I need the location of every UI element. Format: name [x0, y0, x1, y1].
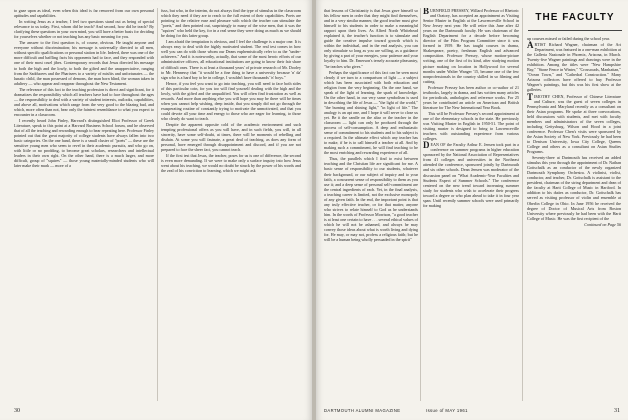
right-page	[316, 0, 628, 420]
article-paragraph: up courses missed or failed during the school year.	[527, 36, 610, 41]
left-page-column-2	[161, 8, 301, 401]
article-paragraph: Professor Pressey has been author or co-author of 21 textbooks, largely in drama, and has written many articles for periodicals, anthologies and reference works. For 25 years he contributed an article on American and British literature for The New International Year Book.	[423, 84, 519, 110]
article-paragraph: ARTIST Richard Wagner, chairman of the Art Department, was featured in a one-man exhibition at the Galleria Nazionale in Phoenix, Arizona, in March. Twenty-five Wagner paintings and drawings were in the exhibition. Among the titles were "New Hampshire Bay," "Stone Fence in Winter," "Crossroads, Manhattan," "Ocean Town," and "Cathedral Construction." Many Arizona collectors have offered to buy Professor Wagner's paintings, but this was his first show at the galleries.	[527, 40, 621, 93]
article-paragraph: BURNFIELD PRESSEY, Willard Professor of Rhetoric and Oratory, has accepted an appointment as Visiting Senior Master in English at the Lawrenceville School in New Jersey next year. He will retire this June after 42 years on the Dartmouth faculty. He was chairman of the English Department for a decade before becoming director of the Film Program Committee since it was formed in 1959. He has taught courses in drama, Shakespeare, poetry, freshman English and advanced composition. Professor Pressey, whose motion-picture writing, one of the first of its kind, after studying motion picture making on location in Hollywood for several months under Walter Wanger '15, became one of the few nonprofessionals in the country skilled in so filming and cutting.	[423, 8, 519, 84]
article-paragraph: Hence, if you feel you want to go into teaching, you will need to face both sides of this particular coin, for you too will find yourself dealing with the high and the lowly, with the gifted and the unqualified. You will often find frustration as well as rewards. And more than anything else you will hope you may be there will be times when you cannot help wishing, deep inside, that you simply did not go through the exasperating routine of constantly trying to motivate the unmotivated, and that you could devote all your time and energy to those who are eager for learning, to those who clearly do want to teach.	[161, 80, 301, 121]
continued-note: Continued on Page 56	[584, 221, 621, 227]
article-paragraph: to gaze upon as ideal, even when this ideal is far removed from our own personal aptitudes and capabilities.	[14, 8, 154, 19]
article-paragraph: Despite the apparent opposite cold of the academic environment and such tempting professional offers as you will have, and in such fields, you will, in all sincerity, have some self-doubt, at times, there will be moments of rebelling and disdain. At some you will fastnate, a great deal of teaching, as does any form of personal, have emerged through disappointment and discord, and if you are not prepared to face the sheer fact, you cannot teach.	[161, 122, 301, 153]
running-head-magazine: DARTMOUTH ALUMNI MAGAZINE	[324, 408, 401, 413]
article-paragraph: DEAN OF the Faculty Arthur E. Jensen took part in a conference on summer programs in higher education sponsored by the National Association of Representatives from 41 colleges and universities in the Northeast attended the conference, sponsored jointly by Dartmouth and six other schools. Dean Jensen was moderator of the discussion panel on "What Academic-Year Faculties and Students Expect of Summer Schools." The conference centered on the new trend toward increasing summer study for students who wish to accelerate their progress toward a degree or who plan ahead to take it in four year span. Until recently summer schools were used primarily for making	[423, 140, 519, 208]
article-paragraph: In writing Jesus as a teacher, I feel two questions stand out as being of special relevance to us today. First, whom did he teach? And second, how did he teach? By clarifying these questions in your own mind, you will have a better basis for deciding for yourselves whether or not teaching has any basic meaning for you.	[14, 19, 154, 40]
left-page	[0, 0, 312, 420]
article-paragraph: The answer to the first question is, of course, obvious. He taught anyone and everyone without discrimination; his message is universally directed to all men, without specific qualifications or personal station in life. Indeed, there was one of the more difficult and baffling facts his opponents had to face, and they responded with one of their most cruel jibes. Contemporary records that Jesus directed his message to both the high and the lowly, to both the gifted and the unappreciative, ranging from the Sadducees and the Pharisees to a variety of misfits and unfortunates — the lunatic child, the man possessed of demons, the man born blind, the woman taken in adultery — who appear and reappear throughout the New Testament.	[14, 40, 154, 86]
article-paragraph: I recently heard John Finley, Harvard's distinguished Eliot Professor of Greek Literature, speak to this point at a Harvard Business School forum, and he observed that of all the teaching and rewarding enough to bear repeating here. Professor Finley pointed out that the great majority of college students have always fallen into two basic categories. On the one hand, there is a small cluster of "poets" — these are the sensitive young men who seem to revel in their academic pursuits, and who go on, with little or no prodding, to become great scholars, researchers and intellectual leaders in their own right. On the other hand, there is a much larger, and more difficult, group of "squires" — those young materially-minded students who will later make their mark — more of a	[14, 117, 154, 169]
article-paragraph: I am afraid the temptation is obvious, and I feel the challenge is a major one. It is always easy to deal with the highly motivated student. The real test comes in how well you can do with those whom our Deans euphemistically refer to as the "under-achievers." And it is noteworthy, actually, that some of the most heroic efforts of our administrative officers, all educational institutions are going to know their fair share of difficult ones. There is at least a thousand years' of private research of Mr. Dooley to Mr. Hennessy that "it would be a fine thing to have a university because 'n' da' sign who is a hard boy to be in college, I wouldn't have thousands' 'n' boys."	[161, 39, 301, 80]
right-page-column-1	[324, 8, 418, 401]
article-paragraph: TIMOTHY CHEN, Professor of Chinese Literature and Culture, was the guest of seven colleges in Pennsylvania and Maryland recently as a consultant on their Asian programs. He spoke at three convocations, held discussions with students, and met with faculty members and administrators of the seven colleges, including Gettysburg, Wilson and Hood in a joint conference. Professor Chen's visits were sponsored by the Asian Society of New York. Previously he had been to Denison University, Iowa City College, Queens College and others as a consultant on Asian Studies Programs.	[527, 91, 621, 155]
page-number-right: 31	[614, 408, 620, 414]
article-paragraph: that lessons of Christianity is that Jesus gave himself so his fellow men in order that they might find themselves, and in a very similar manner, the good teacher must give himself to his students in order to make a meaningful rapport upon their lives. As Alfred North Whitehead explained it, the teacher's function is to stimulate and guide the creative impulse toward growth which is within the individual, and in the end analysis, you can only stimulate so long as you are willing, as a guidance by giving a part of your energies, your patience and your loyalty to him. Dr. Emerson's tersely accurate pleasantry, "he teaches who gives."	[324, 8, 418, 69]
right-page-column-3	[527, 36, 621, 401]
article-paragraph: This will be Professor Pressey's second appointment at one of the elementary schools in the state. He previously was Visiting Master in English in 1950-51. The point of visiting master is designed to bring to Lawrenceville teachers with outstanding experience from various colleges.	[423, 110, 519, 142]
article-paragraph: Perhaps the significance of this fact can be seen most clearly if we turn to a comparison of light — a subject which has been associated with both education and religion from the very beginning. On the one hand, we speak of the light of learning, the spark of knowledge. On the other hand, in our very same symbolism is used in describing the life of Jesus — "the light of the world," "the burning and shining light," "in light of life." The analogy is an apt one, and I hope it will serve to close us yet. Be it the candle on the altar or the teacher in the classroom — light can only be produced through the process of self-consumption. A deep and enthusiastic sense of commitment to his students and to his subject is a required. In the ultimate effect which any teacher has to make, if he is to call himself a teacher at all. And by making such a commitment, he will find teaching to be the most enriching and rewarding experience of all.	[324, 69, 418, 156]
running-head-issue: Issue of MAY 1961	[426, 408, 468, 413]
section-title: THE FACULTY	[535, 11, 615, 23]
right-page-column-2	[423, 8, 519, 401]
article-paragraph: fuss, but who, in the interim, do not always find the type of stimulus in the classroom which they need if they are to reach to the full extent of their capabilities. Poets are pointing to the relative ease and pleasure with which the teacher can stimulate the "poets," and then pointed out, surprisingly to many of the wise men, that it was the "squires" who held the key, for in a real sense they were doing as much as we should be doing for this latter group.	[161, 8, 301, 39]
page-number-left: 30	[14, 408, 20, 414]
section-banner	[526, 4, 624, 30]
article-paragraph: The relevance of this fact to the teaching profession is direct and significant, for it dramatizes the responsibility which all teachers have had to face throughout the ages — the responsibility to deal with a variety of student interests, outlooks, capabilities, and above all, motivations which range from the very good to the blazing bad, and which, more often than not, bear only the faintest resemblance to what you expect to encounter in a classroom.	[14, 86, 154, 117]
article-paragraph: Seventy-three at Dartmouth has received an added stimulus this year through the appointment of Dr. Nathan Gottschalk as an conductor of the newly organized Dartmouth Symphony Orchestra. A violinist, violist, conductor, and teacher, Dr. Gottschalk is assistant to the president, chairman of the string department and dean of the faculty at Hartt College of Music in Hartford. In addition to his duties as conductor, Dr. Gottschalk has served as visiting professor of violin and ensemble at Oberlin College in Ohio. In June 1956 he received the degree of Doctor of Musical Arts from Boston University where previously he had been with the Hartt College of Music. He was the first recipient of the	[527, 155, 621, 221]
banner-rule	[528, 30, 622, 31]
left-page-column-1	[14, 8, 154, 401]
article-paragraph: If the first test that Jesus, the teacher, poses for us is one of difference, the second is even more demanding. If we were to make only a surface inquiry into how Jesus went about his teaching, we would no doubt be struck by the power of his words and the zeal of his conviction to learning, which we might ask	[161, 153, 301, 174]
article-paragraph: Thus, the parallels which I find to exist between teaching and the Christian life are significant for me. A basic sense of responsibility to our students, whatever their background, or our subject of inquiry and to your faith, a concurrent sense of responsibility to them as you use it; and a deep sense of personal self-commitment are the central ingredients of each. Yet, in the final analysis, a teaching career is limited, not the exclusive monopoly of any given faith. In the end, the important point is that any truly effective teacher, or for that matter, anyone who strives to relate himself to God as he understands him. In the words of Professor Morrison, "a good teacher is at least one certain to have . . . several ethical values of which he will not be ashamed, and always he may convey those ideas about what is worth living and dying for. He may, or may not, profess a religious faith; but he will be a human being wholly persuaded in the spirit"	[324, 156, 418, 243]
